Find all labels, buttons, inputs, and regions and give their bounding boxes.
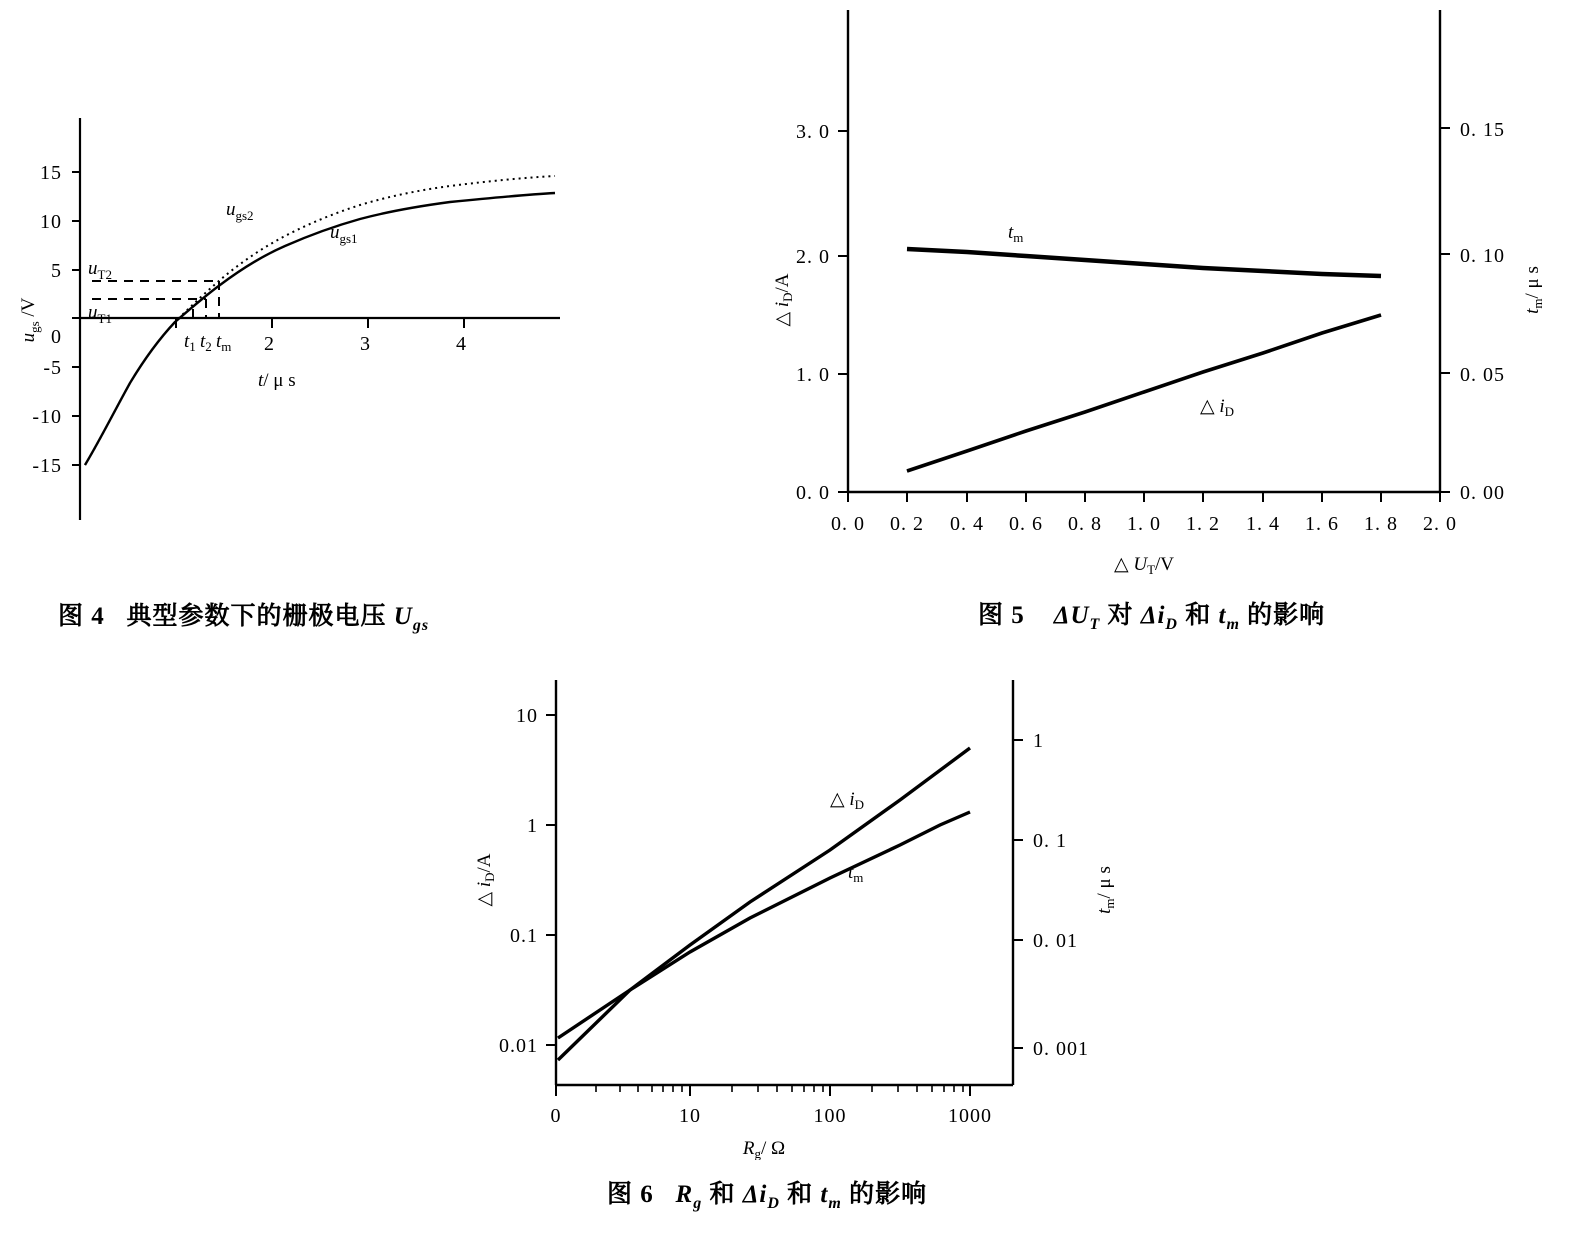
figure-5-caption	[978, 595, 1325, 634]
fig4-ytick-0: 15	[40, 162, 62, 184]
figure-6-caption-sym-c: $t_m$	[820, 1181, 842, 1212]
figure-4-caption-label: 图 4	[58, 603, 105, 630]
fig5-xtick-6: 1. 2	[1186, 513, 1220, 535]
fig6-xtick-3: 1000	[948, 1105, 992, 1127]
figure-5	[760, 0, 1580, 585]
fig4-series-ugs2	[85, 176, 555, 465]
fig4-xtick-3: 4	[456, 333, 467, 355]
figure-4-caption-text: 典型参数下的栅极电压	[126, 603, 387, 630]
figure-5-caption-sym-a: $\Delta U_T$	[1053, 602, 1101, 633]
fig5-xtick-2: 0. 4	[950, 513, 984, 535]
fig6-xtick-0: 0	[550, 1105, 562, 1127]
fig6-xtick-1: 10	[679, 1105, 701, 1127]
fig5-ytick-left-1: 1. 0	[796, 364, 830, 386]
fig5-ytick-left-2: 2. 0	[796, 246, 830, 268]
figure-6-chart	[430, 660, 1170, 1160]
fig6-ytick-right-3: 1	[1033, 730, 1044, 752]
fig4-annotation-t2: $t_2$	[200, 331, 212, 354]
fig4-ytick-6: -15	[32, 455, 62, 477]
fig6-x-axis-label: $R_g/$ Ω	[742, 1138, 786, 1160]
fig4-xtick-2: 3	[360, 333, 371, 355]
fig6-ytick-right-1: 0. 01	[1033, 930, 1078, 952]
fig5-right-y-axis-label: $t_m/$ μ s	[1522, 266, 1545, 314]
fig6-curve-label-tm: $t_m$	[848, 862, 864, 885]
figure-5-caption-label: 图 5	[978, 602, 1025, 629]
fig5-xtick-5: 1. 0	[1127, 513, 1161, 535]
figure-6-caption-sym-a: $R_g$	[675, 1181, 703, 1212]
fig6-ytick-left-3: 10	[516, 705, 538, 727]
figure-4-caption	[58, 596, 429, 635]
fig5-x-ticks	[848, 492, 1440, 502]
fig4-ytick-4: -5	[43, 357, 62, 379]
fig4-x-axis-label: t/ μ s	[258, 370, 296, 391]
fig5-right-y-ticks	[1440, 128, 1450, 492]
figure-4-caption-symbol: $U_{gs}$	[393, 603, 430, 634]
fig6-x-ticks	[556, 1085, 970, 1096]
fig5-left-y-ticks	[838, 131, 848, 492]
fig6-series-tm	[558, 812, 970, 1038]
figure-6-caption-text-a: 和	[709, 1181, 736, 1208]
figure-5-caption-sym-c: $t_m$	[1218, 602, 1240, 633]
figure-6-caption-sym-b: $\Delta i_D$	[742, 1181, 780, 1212]
fig5-xtick-4: 0. 8	[1068, 513, 1102, 535]
fig6-ytick-left-0: 0.01	[499, 1035, 538, 1057]
fig5-ytick-left-0: 0. 0	[796, 482, 830, 504]
figure-5-caption-sym-b: $\Delta i_D$	[1140, 602, 1178, 633]
fig5-xtick-1: 0. 2	[890, 513, 924, 535]
fig5-x-axis-label: △ $U_T/V$	[1113, 554, 1175, 577]
fig4-xtick-1: 2	[264, 333, 275, 355]
fig5-left-y-axis-label: △ $i_D/A$	[772, 273, 795, 327]
fig6-ytick-right-0: 0. 001	[1033, 1038, 1089, 1060]
figure-6-caption-text-b: 和	[787, 1181, 814, 1208]
figure-5-caption-text-a: 对	[1107, 602, 1134, 629]
fig6-right-y-ticks	[1013, 740, 1023, 1048]
fig4-x-ticks	[176, 318, 464, 328]
fig4-y-ticks	[72, 172, 80, 465]
figure-6-caption-text-c: 的影响	[849, 1181, 928, 1208]
fig5-ytick-right-3: 0. 15	[1460, 119, 1505, 141]
fig6-ytick-left-1: 0.1	[510, 925, 538, 947]
figure-5-caption-text-b: 和	[1185, 602, 1212, 629]
fig4-ytick-3: 0	[51, 326, 62, 348]
fig4-ytick-1: 10	[40, 211, 62, 233]
fig4-annotation-tm: $t_m$	[216, 331, 232, 354]
figure-5-caption-text-c: 的影响	[1247, 602, 1326, 629]
figure-6-caption-label: 图 6	[607, 1181, 654, 1208]
fig6-series-tm-dots	[558, 812, 970, 1038]
figure-6-caption	[607, 1174, 927, 1213]
fig5-ytick-left-3: 3. 0	[796, 121, 830, 143]
figure-6	[430, 660, 1170, 1165]
fig6-right-y-axis-label: $t_m/$ μ s	[1094, 866, 1117, 914]
fig6-left-y-ticks	[546, 715, 556, 1045]
fig6-ytick-left-2: 1	[527, 815, 538, 837]
fig5-xtick-8: 1. 6	[1305, 513, 1339, 535]
fig6-xtick-2: 100	[813, 1105, 847, 1127]
fig5-xtick-3: 0. 6	[1009, 513, 1043, 535]
fig5-xtick-10: 2. 0	[1423, 513, 1457, 535]
fig5-xtick-7: 1. 4	[1246, 513, 1280, 535]
fig5-ytick-right-2: 0. 10	[1460, 245, 1505, 267]
fig5-curve-label-tm: $t_m$	[1008, 222, 1024, 245]
fig4-ytick-5: -10	[32, 406, 62, 428]
fig4-annotation-uT2: $u_{T2}$	[88, 258, 112, 282]
figure-4	[0, 0, 760, 585]
fig5-ytick-right-1: 0. 05	[1460, 364, 1505, 386]
fig4-ytick-2: 5	[51, 260, 62, 282]
fig6-ytick-right-2: 0. 1	[1033, 830, 1067, 852]
fig6-curve-label-delta-iD: △ $i_D$	[830, 789, 865, 812]
fig5-xtick-9: 1. 8	[1364, 513, 1398, 535]
fig5-xtick-0: 0. 0	[831, 513, 865, 535]
fig4-y-axis-label: $u_{gs}$ /V	[18, 297, 42, 343]
fig4-curve-label-ugs1: $u_{gs1}$	[330, 222, 358, 246]
figure-5-chart	[760, 0, 1580, 580]
fig4-series-ugs1	[85, 193, 555, 465]
fig6-series-delta-iD-dots	[558, 748, 970, 1060]
fig4-annotation-t1: $t_1$	[184, 331, 196, 354]
fig5-ytick-right-0: 0. 00	[1460, 482, 1505, 504]
figure-4-chart	[0, 0, 760, 580]
fig4-annotation-uT1: $u_{T1}$	[88, 302, 112, 326]
fig4-curve-label-ugs2: $u_{gs2}$	[226, 199, 254, 223]
fig5-curve-label-delta-iD: △ $i_D$	[1200, 396, 1235, 419]
fig6-left-y-axis-label: △ $i_D/A$	[474, 853, 497, 907]
